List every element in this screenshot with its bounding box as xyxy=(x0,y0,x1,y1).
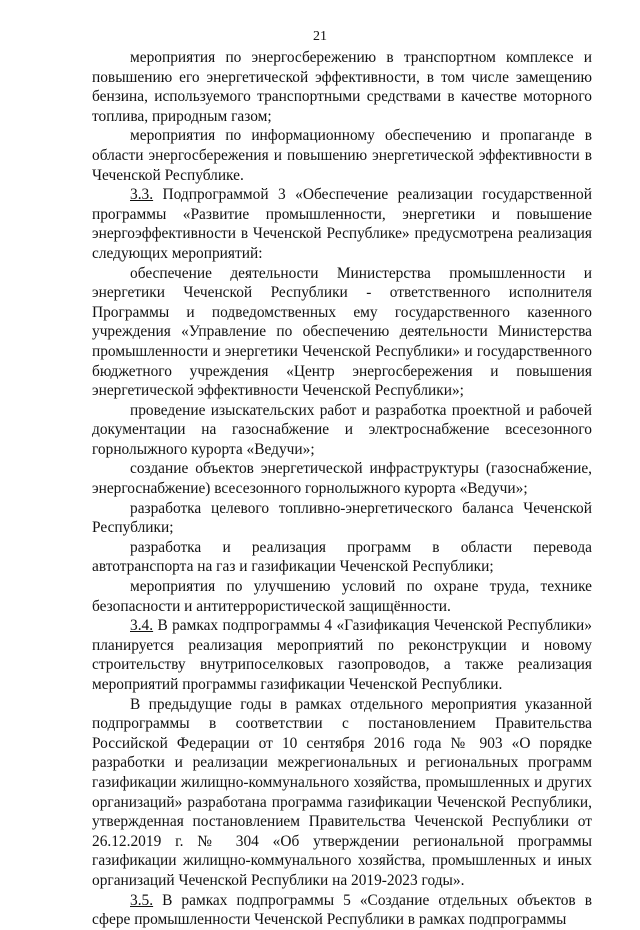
paragraph-gasification-program xyxy=(92,695,592,891)
paragraph-section-3-5 xyxy=(92,891,592,930)
paragraph-text: В предыдущие годы в рамках отдельного мероприятия указанной подпрограммы в соответствии с постановлением Правительства Российской Федерации от 10 сентября 2016 года № 903 «О порядке разработки и реализации межрегиональных и региональных программ газификации жилищно-коммунального хозяйства, промышленных и других организаций» разработана программа газификации Чеченской Республики, утвержденная постановлением Правительства Чеченской Республики от 26.12.2019 г. № 304 «Об утверждении региональной программы газификации жилищно-коммунального хозяйства, промышленных и иных организаций Чеченской Республики на 2019-2023 годы». xyxy=(92,695,592,889)
paragraph-text: В рамках подпрограммы 5 «Создание отдельных объектов в сфере промышленности Чеченской Республики в рамках подпрограммы xyxy=(92,891,592,929)
paragraph-text: обеспечение деятельности Министерства промышленности и энергетики Чеченской Республики - ответственного исполнителя Программы и подведомственных ему государственного казенного учреждения «Управление по обеспечению деятельности Министерства промышленности и энергетики Чеченской Республики» и государственного бюджетного учреждения «Центр энергосбережения и повышения энергетической эффективности Чеченской Республики»; xyxy=(92,264,592,400)
paragraph-text: мероприятия по информационному обеспечению и пропаганде в области энергосбережения и повышению энергетической эффективности в Чеченской Республике. xyxy=(92,127,592,184)
section-number: 3.3. xyxy=(130,186,154,204)
paragraph-energy-infrastructure xyxy=(92,459,592,498)
paragraph-fuel-energy-balance xyxy=(92,499,592,538)
paragraph-text: В рамках подпрограммы 4 «Газификация Чеченской Республики» планируется реализация мероприятий по реконструкции и новому строительству внутрипоселковых газопроводов, а также реализация мероприятий программы газификации Чеченской Республики. xyxy=(92,617,592,693)
paragraph-gas-transport-programs xyxy=(92,538,592,577)
page-number: 21 xyxy=(313,29,327,44)
paragraph-survey-works xyxy=(92,401,592,460)
paragraph-ministry-support xyxy=(92,264,592,401)
paragraph-section-3-3 xyxy=(92,185,592,263)
paragraph-text: проведение изыскательских работ и разработка проектной и рабочей документации на газоснабжение и электроснабжение всесезонного горнолыжного курорта «Ведучи»; xyxy=(92,401,592,458)
paragraph-text: разработка и реализация программ в области перевода автотранспорта на газ и газификации Чеченской Республики; xyxy=(92,538,592,576)
paragraph-labor-safety xyxy=(92,577,592,616)
paragraph-text: создание объектов энергетической инфраструктуры (газоснабжение, энергоснабжение) всесезонного горнолыжного курорта «Ведучи»; xyxy=(92,460,592,498)
paragraph-text: Подпрограммой 3 «Обеспечение реализации государственной программы «Развитие промышленности, энергетики и повышение энергоэффективности в Чеченской Республике» предусмотрена реализация следующих мероприятий: xyxy=(92,186,592,262)
paragraph-information-support xyxy=(92,126,592,185)
paragraph-text: мероприятия по улучшению условий по охране труда, технике безопасности и антитеррористической защищённости. xyxy=(92,578,592,615)
paragraph-text: разработка целевого топливно-энергетического баланса Чеченской Республики; xyxy=(92,499,592,537)
paragraph-energy-saving-transport xyxy=(92,48,592,126)
section-number: 3.5. xyxy=(130,891,154,909)
paragraph-text: мероприятия по энергосбережению в транспортном комплексе и повышению его энергетической эффективности, в том числе замещению бензина, используемого транспортными средствами в качестве моторного топлива, природным газом; xyxy=(92,49,592,125)
document-body xyxy=(92,48,592,930)
section-number: 3.4. xyxy=(130,617,154,635)
paragraph-section-3-4 xyxy=(92,616,592,694)
